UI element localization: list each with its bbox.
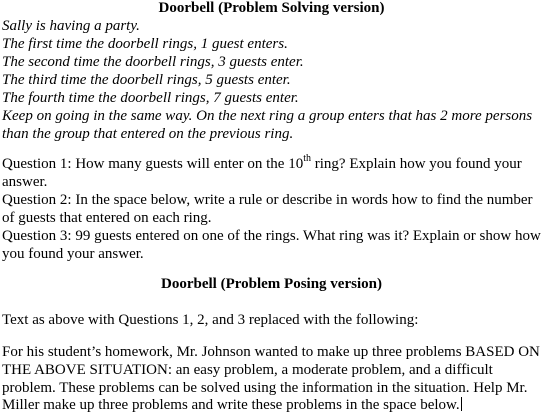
story-line-1: Sally is having a party. <box>2 18 140 34</box>
homework-line-4-text: Miller make up three problems and write these problems in the space below. <box>2 397 460 413</box>
story-line-7: than the group that entered on the previous ring. <box>2 126 294 142</box>
text-cursor <box>461 397 462 411</box>
question-3-line-1: Question 3: 99 guests entered on one of the rings. What ring was it? Explain or show how <box>2 228 541 244</box>
question-3-line-2: you found your answer. <box>2 246 144 262</box>
story-line-3: The second time the doorbell rings, 3 guests enter. <box>2 54 304 70</box>
title-problem-posing: Doorbell (Problem Posing version) <box>161 276 382 292</box>
question-1-line-2: answer. <box>2 174 48 190</box>
question-1-superscript: th <box>303 153 311 164</box>
question-1-text-end: ring? Explain how you found your <box>311 156 522 172</box>
homework-line-4 <box>2 397 462 415</box>
homework-line-3: problem. These problems can be solved using the information in the situation. Help Mr. <box>2 380 528 396</box>
story-line-2: The first time the doorbell rings, 1 guest enters. <box>2 36 288 52</box>
story-line-6: Keep on going in the same way. On the next ring a group enters that has 2 more persons <box>2 108 533 124</box>
question-2-line-1: Question 2: In the space below, write a rule or describe in words how to find the number <box>2 192 533 208</box>
homework-line-1: For his student’s homework, Mr. Johnson wanted to make up three problems BASED ON <box>2 344 540 360</box>
replacement-note: Text as above with Questions 1, 2, and 3 replaced with the following: <box>2 312 419 328</box>
question-1-text: Question 1: How many guests will enter on the 10 <box>2 156 304 172</box>
question-2-line-2: of guests that entered on each ring. <box>2 210 212 226</box>
story-line-5: The fourth time the doorbell rings, 7 guests enter. <box>2 90 299 106</box>
story-line-4: The third time the doorbell rings, 5 guests enter. <box>2 72 291 88</box>
question-1 <box>2 153 522 174</box>
homework-line-2: THE ABOVE SITUATION: an easy problem, a moderate problem, and a difficult <box>2 362 493 378</box>
title-problem-solving: Doorbell (Problem Solving version) <box>158 0 385 16</box>
